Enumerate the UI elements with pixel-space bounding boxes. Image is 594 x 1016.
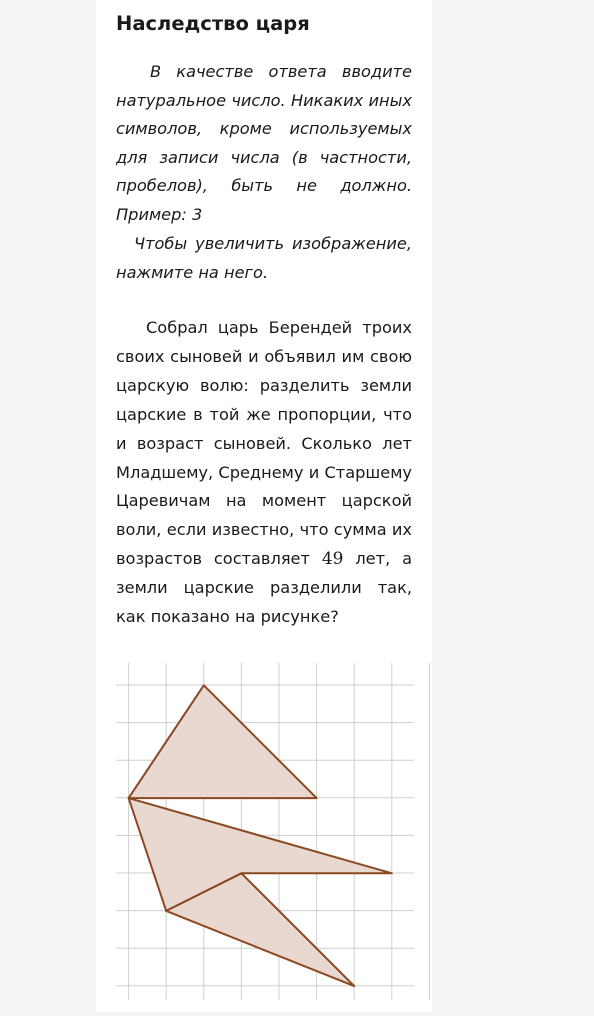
land-share-top-triangle bbox=[129, 685, 317, 798]
page-title: Наследство царя bbox=[116, 12, 310, 35]
answer-format-note: В качестве ответа вводите натуральное число. Никаких иных символов, кроме используемых для записи числа (в частности, пробелов), быть не должно. Пример: 3 bbox=[116, 62, 412, 224]
problem-text-after: лет, а земли царские разделили так, как показано на рисунке? bbox=[116, 549, 412, 627]
age-sum-value: 49 bbox=[321, 549, 344, 570]
problem-text-before: Собрал царь Берендей троих своих сыновей и объявил им свою царскую волю: разделить земли царские в той же пропорции, что и возраст сыновей. Сколько лет Младшему, Среднему и Старшему Царевичам на момент царской воли, если известно, что сумма их возрастов составляет bbox=[116, 318, 412, 569]
zoom-hint-note: Чтобы увеличить изображение, нажмите на него. bbox=[116, 234, 412, 282]
